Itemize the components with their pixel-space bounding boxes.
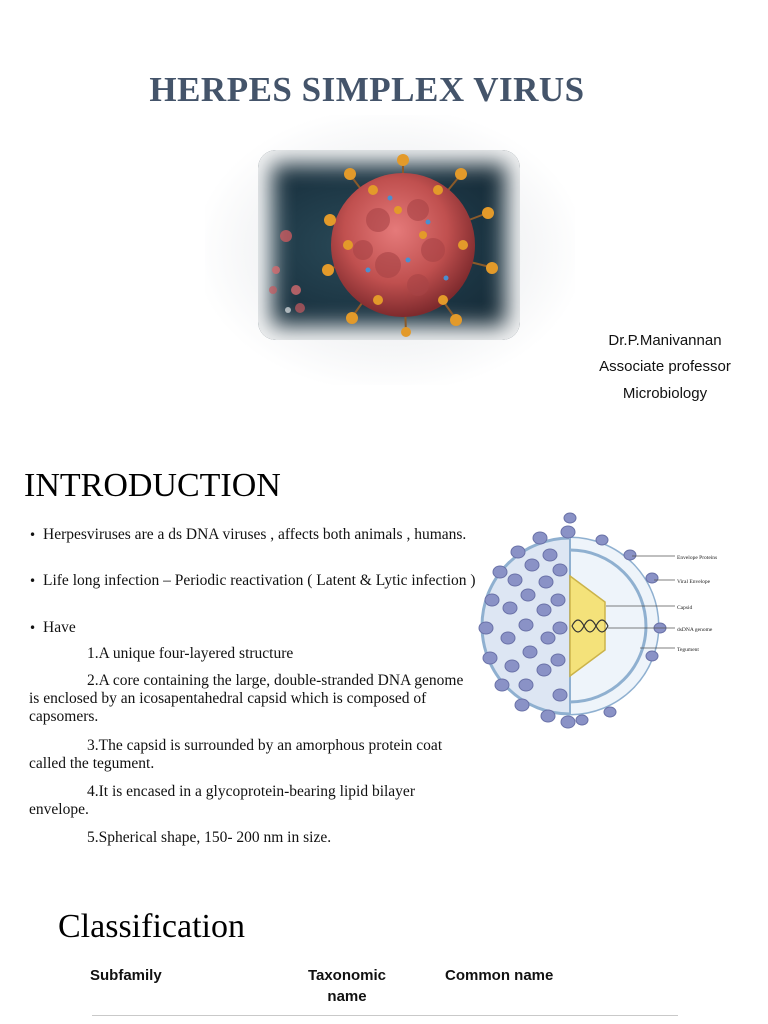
label-capsid: Capsid — [677, 605, 693, 611]
table-divider — [92, 1015, 678, 1016]
col-taxonomic-name: Taxonomic name — [307, 967, 387, 1005]
author-department: Microbiology — [622, 385, 708, 402]
label-dsdna-genome: dsDNA genome — [677, 627, 713, 633]
label-viral-envelope: Viral Envelope — [677, 579, 711, 585]
author-role: Associate professor — [599, 358, 731, 375]
point-1: 1.A unique four-layered structure — [87, 645, 294, 662]
author-name: Dr.P.Manivannan — [608, 332, 722, 349]
bullet-1: • Herpesviruses are a ds DNA viruses , affects both animals , humans. — [29, 526, 483, 544]
col-common-name: Common name — [445, 967, 554, 984]
slide-title: HERPES SIMPLEX VIRUS — [149, 70, 585, 109]
virus-illustration — [258, 150, 520, 340]
label-tegument: Tegument — [677, 647, 699, 653]
structure-svg — [470, 510, 732, 740]
virus-image — [258, 150, 520, 340]
col-subfamily: Subfamily — [90, 967, 162, 984]
point-3: 3.The capsid is surrounded by an amorphous protein coat called the tegument. — [29, 737, 443, 772]
point-5: 5.Spherical shape, 150- 200 nm in size. — [87, 829, 332, 846]
bullet-2: • Life long infection – Periodic reactivation ( Latent & Lytic infection ) — [29, 572, 483, 590]
introduction-heading: INTRODUCTION — [24, 467, 281, 504]
point-2: 2.A core containing the large, double-stranded DNA genome is enclosed by an icosapentahedral capsid which is composed of capsomers. — [29, 672, 464, 725]
label-envelope-proteins: Envelope Proteins — [677, 555, 718, 561]
bullet-3: • Have — [29, 619, 483, 637]
point-4: 4.It is encased in a glycoprotein-bearing lipid bilayer envelope. — [29, 783, 415, 818]
classification-heading: Classification — [58, 908, 245, 945]
herpes-structure-diagram — [470, 510, 732, 740]
